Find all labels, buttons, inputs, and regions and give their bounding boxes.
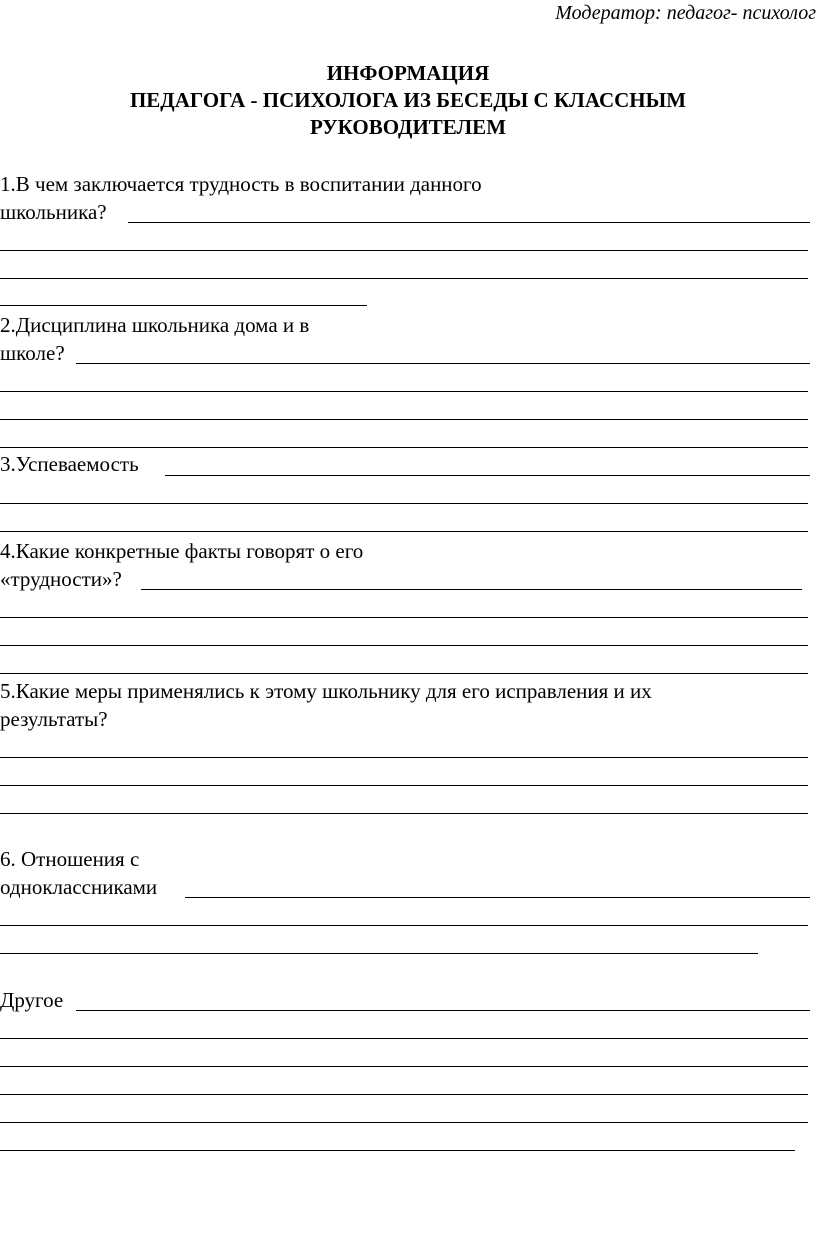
document-title (0, 60, 816, 141)
answer-line[interactable] (76, 363, 810, 364)
answer-line[interactable] (141, 589, 802, 590)
question-2-line-1: 2.Дисциплина школьника дома и в (0, 313, 310, 337)
answer-line[interactable] (165, 475, 810, 476)
title-line-2: ПЕДАГОГА - ПСИХОЛОГА ИЗ БЕСЕДЫ С КЛАССНЫМ (129, 88, 687, 112)
answer-line[interactable] (0, 531, 808, 532)
answer-line[interactable] (0, 673, 808, 674)
title-line-1: ИНФОРМАЦИЯ (326, 61, 490, 85)
answer-line[interactable] (185, 897, 810, 898)
moderator-note: Модератор: педагог- психолог (555, 2, 816, 24)
question-5-line-2: результаты? (0, 707, 108, 731)
answer-line[interactable] (0, 1150, 795, 1151)
answer-line[interactable] (0, 419, 808, 420)
question-1-line-2: школьника? (0, 200, 107, 224)
question-1-line-1: 1.В чем заключается трудность в воспитании данного (0, 172, 482, 196)
answer-line[interactable] (0, 503, 808, 504)
answer-line[interactable] (0, 250, 808, 251)
question-3-line-1: 3.Успеваемость (0, 452, 139, 476)
answer-line[interactable] (0, 757, 808, 758)
question-6-line-1: 6. Отношения с (0, 847, 140, 871)
question-5-line-1: 5.Какие меры применялись к этому школьнику для его исправления и их (0, 679, 652, 703)
answer-line[interactable] (0, 1122, 808, 1123)
answer-line[interactable] (0, 925, 808, 926)
answer-line[interactable] (128, 222, 810, 223)
question-2-line-2: школе? (0, 341, 65, 365)
answer-line[interactable] (76, 1010, 810, 1011)
question-4-line-2: «трудности»? (0, 567, 122, 591)
answer-line[interactable] (0, 447, 808, 448)
question-4-line-1: 4.Какие конкретные факты говорят о его (0, 539, 364, 563)
answer-line[interactable] (0, 617, 808, 618)
answer-line[interactable] (0, 1038, 808, 1039)
answer-line[interactable] (0, 785, 808, 786)
question-6-line-2: одноклассниками (0, 875, 158, 899)
answer-line[interactable] (0, 953, 758, 954)
answer-line[interactable] (0, 1094, 808, 1095)
answer-line[interactable] (0, 645, 808, 646)
answer-line[interactable] (0, 813, 808, 814)
answer-line[interactable] (0, 305, 367, 306)
answer-line[interactable] (0, 391, 808, 392)
answer-line[interactable] (0, 1066, 808, 1067)
other-label: Другое (0, 988, 64, 1012)
title-line-3: РУКОВОДИТЕЛЕМ (309, 115, 507, 139)
answer-line[interactable] (0, 278, 808, 279)
